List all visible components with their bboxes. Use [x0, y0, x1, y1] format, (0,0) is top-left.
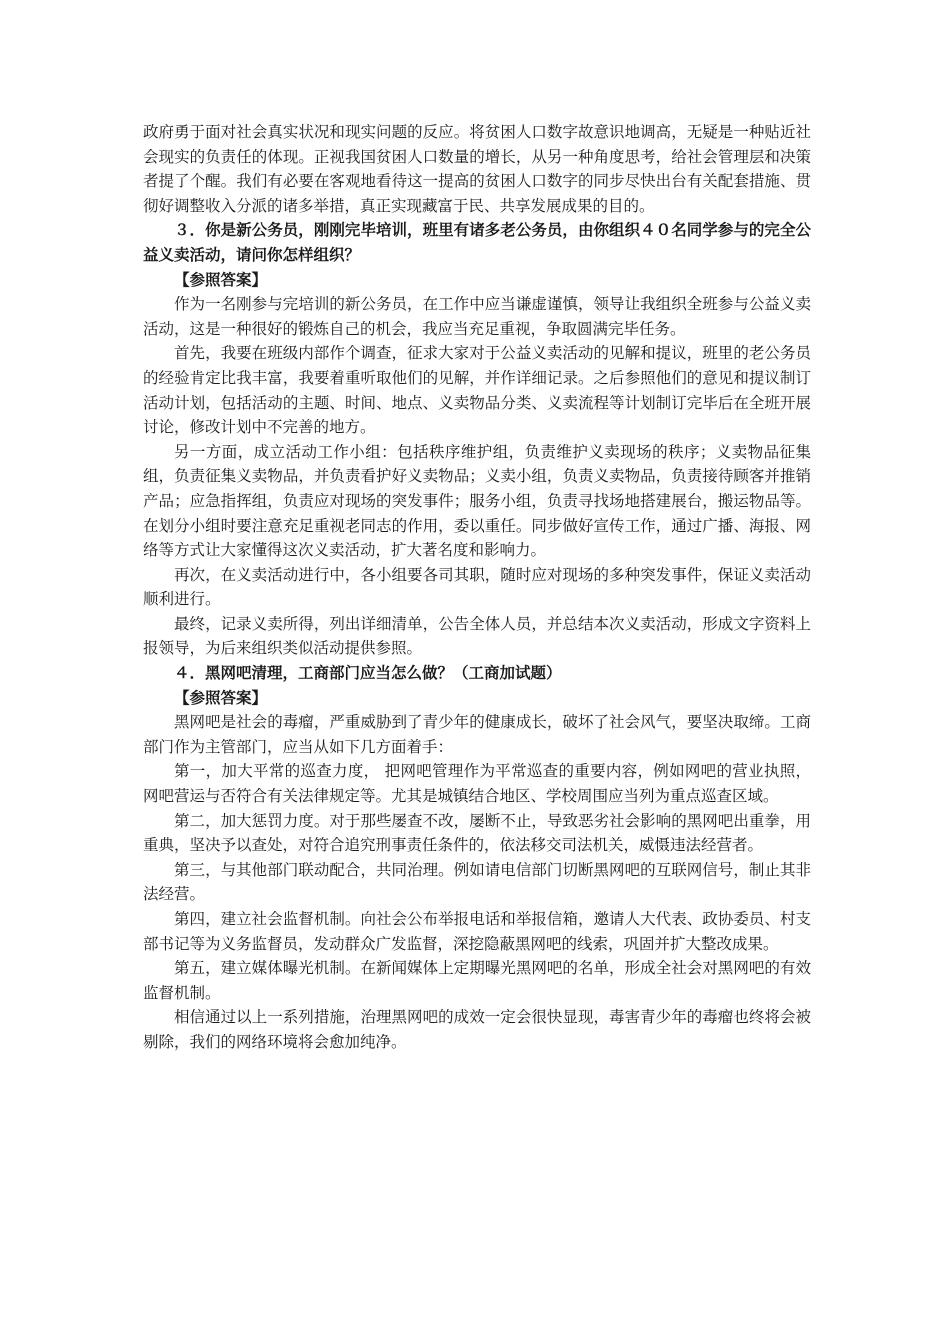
paragraph: 第三，与其他部门联动配合，共同治理。例如请电信部门切断黑网吧的互联网信号，制止其非法经营。: [143, 860, 811, 904]
paragraph: 另一方面，成立活动工作小组：包括秩序维护组，负责维护义卖现场的秩序；义卖物品征集组，负责征集义卖物品，并负责看护好义卖物品；义卖小组，负责义卖物品，负责接待顾客并推销产品；应急指挥组，负责应对现场的突发事件；服务小组，负责寻找场地搭建展台，搬运物品等。在划分小组时要注意充足重视老同志的作用，委以重任。同步做好宣传工作，通过广播、海报、网络等方式让大家懂得这次义卖活动，扩大著名度和影响力。: [143, 442, 811, 560]
paragraph: 相信通过以上一系列措施，治理黑网吧的成效一定会很快显现，毒害青少年的毒瘤也终将会被剔除，我们的网络环境将会愈加纯净。: [143, 1008, 811, 1051]
paragraph: 第五，建立媒体曝光机制。在新闻媒体上定期曝光黑网吧的名单，形成全社会对黑网吧的有效监督机制。: [143, 959, 811, 1002]
paragraph: 第一，加大平常的巡查力度， 把网吧管理作为平常巡查的重要内容，例如网吧的营业执照，网吧营运与否符合有关法律规定等。尤其是城镇结合地区、学校周围应当列为重点巡查区域。: [143, 762, 811, 806]
paragraph: 最终，记录义卖所得，列出详细清单，公告全体人员，并总结本次义卖活动，形成文字资料上报领导，为后来组织类似活动提供参照。: [143, 614, 811, 658]
question-4-heading: ４．黑网吧清理，工商部门应当怎么做？（工商加试题）: [174, 663, 562, 683]
paragraph-intro-continuation: 政府勇于面对社会真实状况和现实问题的反应。将贫困人口数字故意识地调高，无疑是一种贴近社会现实的负责任的体现。正视我国贫困人口数量的增长，从另一种角度思考，给社会管理层和决策者提了个醒。我们有必要在客观地看待这一提高的贫困人口数字的同步尽快出台有关配套措施、贯彻好调整收入分派的诸多举措，真正实现藏富于民、共享发展成果的目的。: [143, 123, 811, 215]
paragraph: 黑网吧是社会的毒瘤，严重威胁到了青少年的健康成长，破坏了社会风气，要坚决取缔。工商部门作为主管部门，应当从如下几方面着手：: [143, 713, 811, 756]
paragraph: 作为一名刚参与完培训的新公务员，在工作中应当谦虚谨慎，领导让我组织全班参与公益义卖活动，这是一种很好的锻炼自己的机会，我应当充足重视，争取圆满完毕任务。: [143, 295, 811, 338]
reference-answer-label: 【参照答案】: [174, 269, 268, 289]
question-3-heading: ３．你是新公务员，刚刚完毕培训，班里有诸多老公务员，由你组织４０名同学参与的完全公益义卖活动，请问你怎样组织？: [143, 220, 811, 264]
paragraph: 再次，在义卖活动进行中，各小组要各司其职，随时应对现场的多种突发事件，保证义卖活动顺利进行。: [143, 565, 811, 609]
paragraph: 第二，加大惩罚力度。对于那些屡查不改，屡断不止，导致恶劣社会影响的黑网吧出重拳，用重典，坚决予以查处，对符合追究刑事责任条件的，依法移交司法机关，威慑违法经营者。: [143, 811, 811, 855]
document-body: [143, 120, 811, 1055]
paragraph: 第四，建立社会监督机制。向社会公布举报电话和举报信箱，邀请人大代表、政协委员、村支部书记等为义务监督员，发动群众广发监督，深挖隐蔽黑网吧的线索，巩固并扩大整改成果。: [143, 910, 811, 953]
reference-answer-label: 【参照答案】: [174, 687, 268, 707]
paragraph: 首先，我要在班级内部作个调查，征求大家对于公益义卖活动的见解和提议，班里的老公务员的经验肯定比我丰富，我要着重听取他们的见解，并作详细记录。之后参照他们的意见和提议制订活动计划，包括活动的主题、时间、地点、义卖物品分类、义卖流程等计划制订完毕后在全班开展讨论，修改计划中不完善的地方。: [143, 344, 811, 437]
